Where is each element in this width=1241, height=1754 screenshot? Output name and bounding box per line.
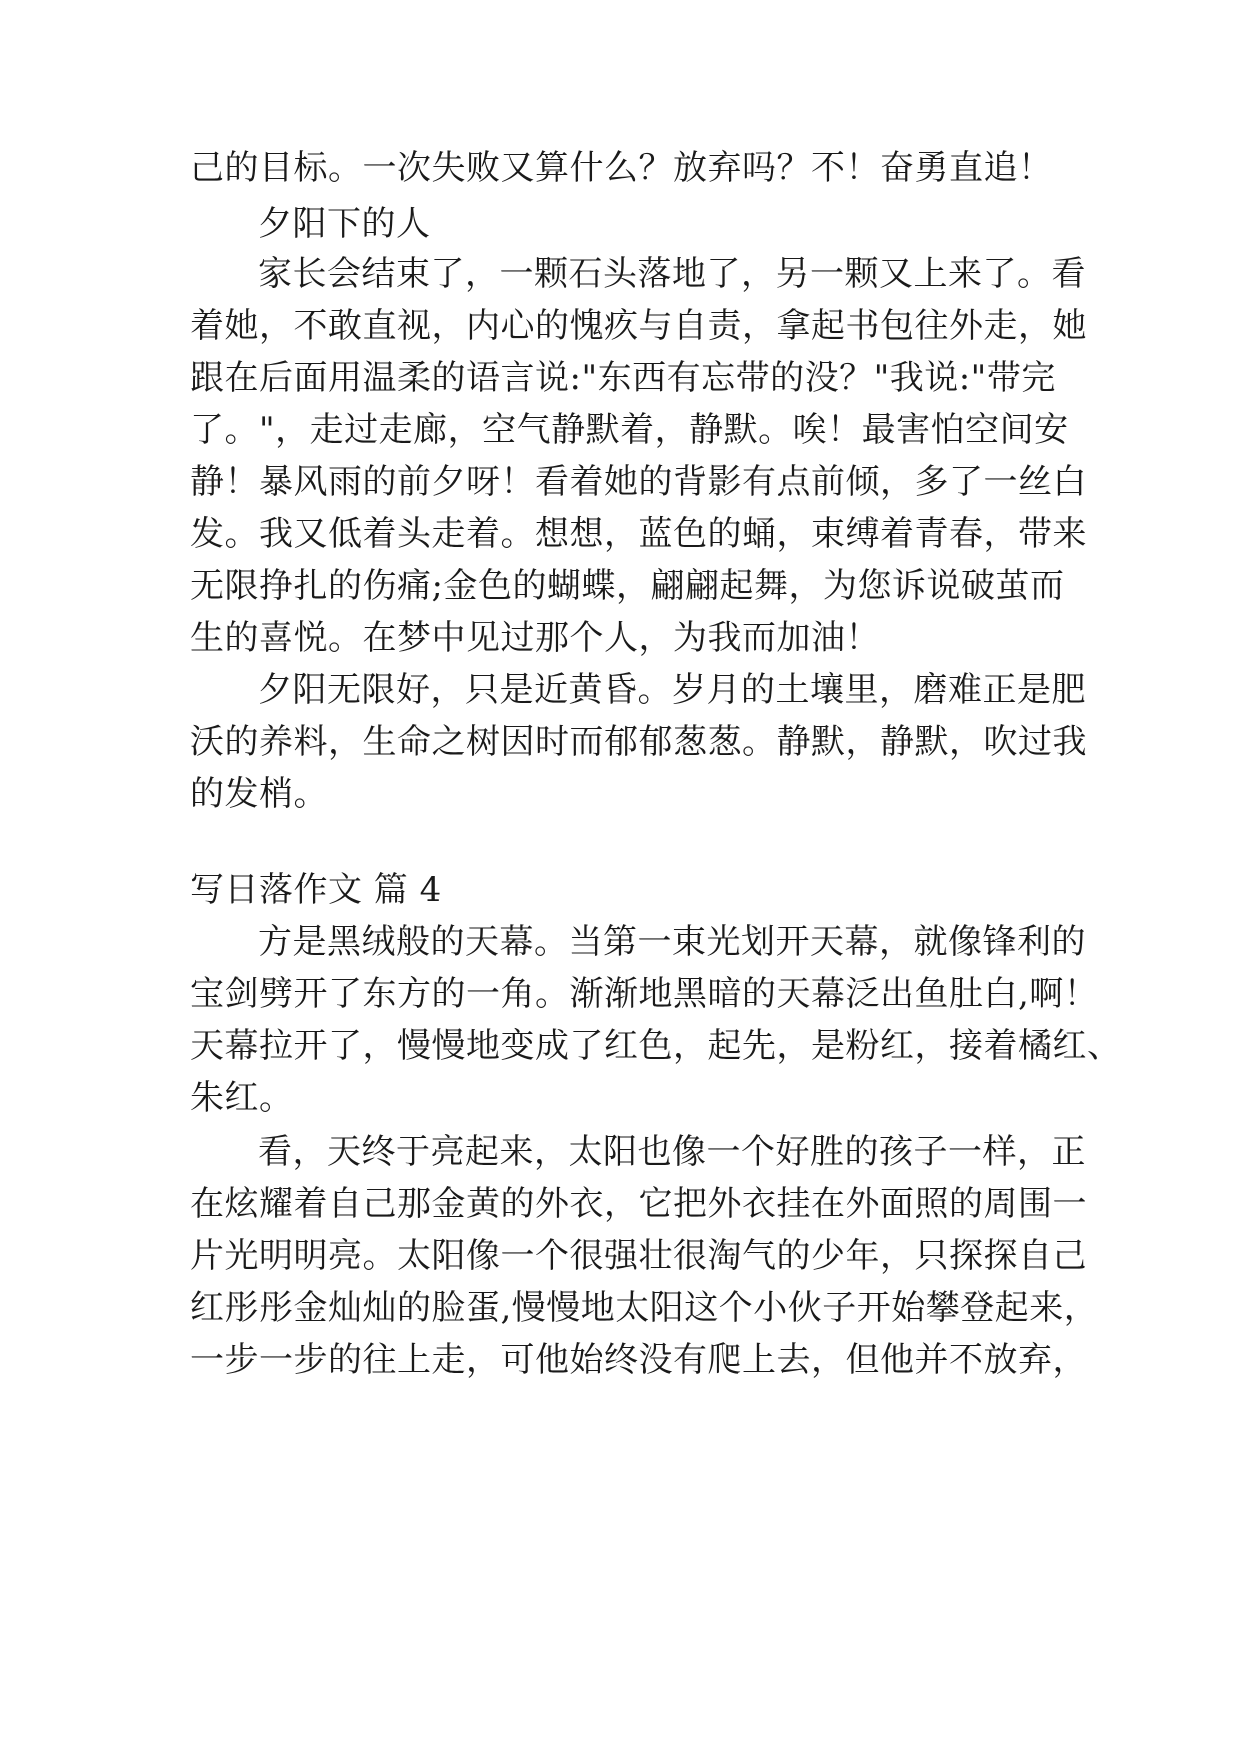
text-line: 朱红。: [190, 1078, 294, 1118]
text-line: 天幕拉开了，慢慢地变成了红色，起先，是粉红，接着橘红、: [190, 1026, 1122, 1066]
text-line: 跟在后面用温柔的语言说:"东西有忘带的没？"我说:"带完: [190, 358, 1056, 398]
text-line: 片光明明亮。太阳像一个很强壮很淘气的少年，只探探自己: [190, 1236, 1087, 1276]
text-line: 生的喜悦。在梦中见过那个人，为我而加油！: [190, 618, 880, 658]
text-line: 红彤彤金灿灿的脸蛋,慢慢地太阳这个小伙子开始攀登起来，: [190, 1288, 1099, 1328]
text-line: 着她，不敢直视，内心的愧疚与自责，拿起书包往外走，她: [190, 306, 1087, 346]
section-heading: 夕阳下的人: [258, 204, 431, 244]
text-line: 静！暴风雨的前夕呀！看着她的背影有点前倾，多了一丝白: [190, 462, 1087, 502]
text-line: 一步一步的往上走，可他始终没有爬上去，但他并不放弃，: [190, 1340, 1087, 1380]
text-line: 了。"，走过走廊，空气静默着，静默。唉！最害怕空间安: [190, 410, 1069, 450]
text-line: 在炫耀着自己那金黄的外衣，它把外衣挂在外面照的周围一: [190, 1184, 1087, 1224]
text-line: 宝剑劈开了东方的一角。渐渐地黑暗的天幕泛出鱼肚白,啊！: [190, 974, 1099, 1014]
essay-title: 写日落作文 篇 4: [190, 870, 442, 910]
text-line: 己的目标。一次失败又算什么？放弃吗？不！奋勇直追！: [190, 148, 1053, 188]
text-line: 无限挣扎的伤痛;金色的蝴蝶，翩翩起舞，为您诉说破茧而: [190, 566, 1065, 606]
text-line: 沃的养料，生命之树因时而郁郁葱葱。静默，静默，吹过我: [190, 722, 1087, 762]
text-line: 看，天终于亮起来，太阳也像一个好胜的孩子一样，正: [258, 1132, 1086, 1172]
text-line: 的发梢。: [190, 774, 328, 814]
text-line: 方是黑绒般的天幕。当第一束光划开天幕，就像锋利的: [258, 922, 1086, 962]
text-line: 夕阳无限好，只是近黄昏。岁月的土壤里，磨难正是肥: [258, 670, 1086, 710]
text-line: 家长会结束了，一颗石头落地了，另一颗又上来了。看: [258, 254, 1086, 294]
text-line: 发。我又低着头走着。想想，蓝色的蛹，束缚着青春，带来: [190, 514, 1087, 554]
